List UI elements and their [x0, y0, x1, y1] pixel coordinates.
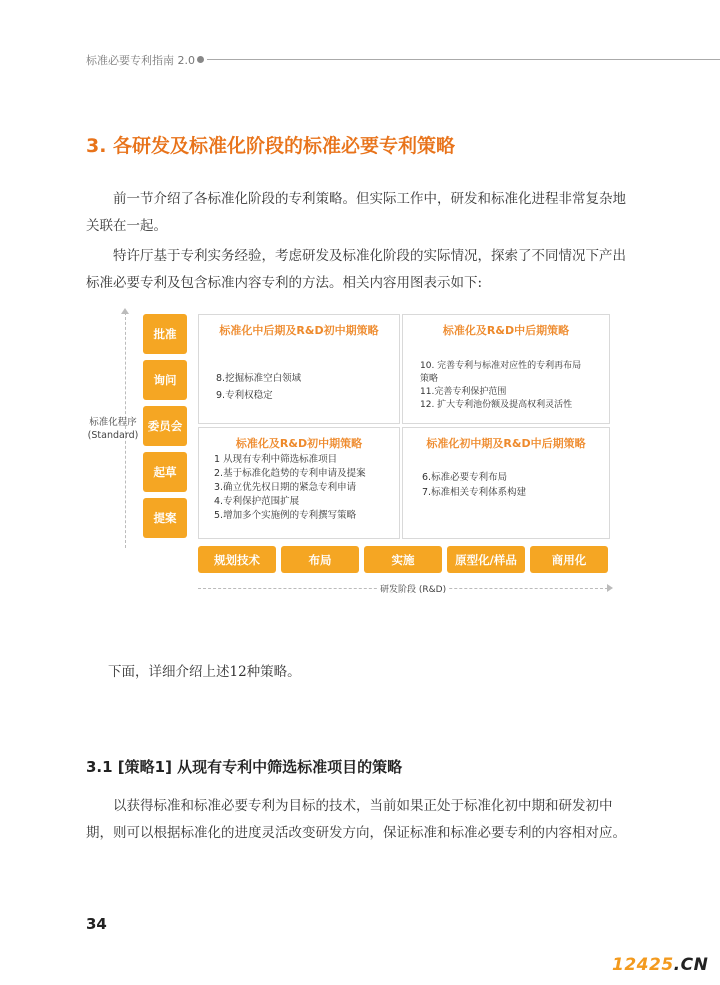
strategy-item: 策略 — [420, 374, 439, 384]
paragraph-method: 特许厅基于专利实务经验，考虑研发及标准化阶段的实际情况，探索了不同情况下产出标准必要专利及包含标准内容专利的方法。相关内容用图表示如下: — [86, 248, 626, 291]
quadrant-items — [420, 360, 581, 412]
quadrant-title: 标准化及R&D中后期策略 — [442, 324, 570, 337]
site-watermark: 12425.CN — [612, 955, 709, 975]
subsection-title: 3.1 [策略1] 从现有专利中筛选标准项目的策略 — [86, 758, 403, 776]
strategy-item: 3.确立优先权日期的紧急专利申请 — [214, 482, 357, 493]
stage-committee: 委员会 — [143, 406, 187, 446]
strategy-item: 2.基于标准化趋势的专利申请及提案 — [214, 468, 366, 479]
rd-axis-label: 研发阶段 (R&D) — [377, 582, 449, 595]
strategy-item: 6.标准必要专利布局 — [422, 472, 508, 483]
strategy-item: 1 从现有专利中筛选标准项目 — [214, 454, 338, 465]
quadrant-items — [216, 370, 301, 404]
quadrant-bottom-left — [198, 427, 400, 539]
strategy-item: 12. 扩大专利池份额及提高权利灵活性 — [420, 400, 573, 410]
quadrant-title: 标准化中后期及R&D初中期策略 — [219, 324, 379, 337]
paragraph-next: 下面，详细介绍上述12种策略。 — [108, 664, 301, 680]
quadrant-top-left — [198, 314, 400, 424]
phase-commercial: 商用化 — [530, 546, 608, 573]
stage-inquiry: 询问 — [143, 360, 187, 400]
paragraph-strategy1: 以获得标准和标准必要专利为目标的技术，当前如果正处于标准化初中期和研发初中期，则可以根据标准化的进度灵活改变研发方向，保证标准和标准必要专利的内容相对应。 — [86, 798, 626, 841]
stage-approval: 批准 — [143, 314, 187, 354]
horizontal-axis-arrow — [607, 584, 613, 592]
quadrant-title: 标准化及R&D初中期策略 — [235, 437, 363, 450]
quadrant-bottom-right — [402, 427, 610, 539]
quadrant-items — [214, 453, 366, 523]
header-rule — [207, 59, 720, 60]
strategy-item: 5.增加多个实施例的专利撰写策略 — [214, 510, 357, 521]
phase-layout: 布局 — [281, 546, 359, 573]
strategy-item: 10. 完善专利与标准对应性的专利再布局 — [420, 361, 582, 371]
running-header: 标准必要专利指南 2.0 — [86, 54, 195, 67]
phase-implement: 实施 — [364, 546, 442, 573]
strategy-item: 11.完善专利保护范围 — [420, 387, 507, 397]
paragraph-intro: 前一节介绍了各标准化阶段的专利策略。但实际工作中，研发和标准化进程非常复杂地关联在一起。 — [86, 191, 626, 234]
quadrant-top-right — [402, 314, 610, 424]
quadrant-items — [422, 470, 526, 500]
strategy-item: 8.挖掘标准空白领域 — [216, 373, 302, 384]
section-title: 3. 各研发及标准化阶段的标准必要专利策略 — [86, 135, 456, 157]
phase-planning: 规划技术 — [198, 546, 276, 573]
header-dot — [197, 56, 204, 63]
standard-axis-label: 标准化程序 (Standard) — [87, 417, 139, 441]
stage-proposal: 提案 — [143, 498, 187, 538]
page-number: 34 — [86, 915, 107, 933]
strategy-item: 7.标准相关专利体系构建 — [422, 487, 527, 498]
strategy-item: 4.专利保护范围扩展 — [214, 496, 300, 507]
strategy-item: 9.专利权稳定 — [216, 390, 273, 401]
strategy-diagram — [80, 308, 620, 603]
phase-prototype: 原型化/样品 — [447, 546, 525, 573]
stage-draft: 起草 — [143, 452, 187, 492]
quadrant-title: 标准化初中期及R&D中后期策略 — [426, 437, 586, 450]
